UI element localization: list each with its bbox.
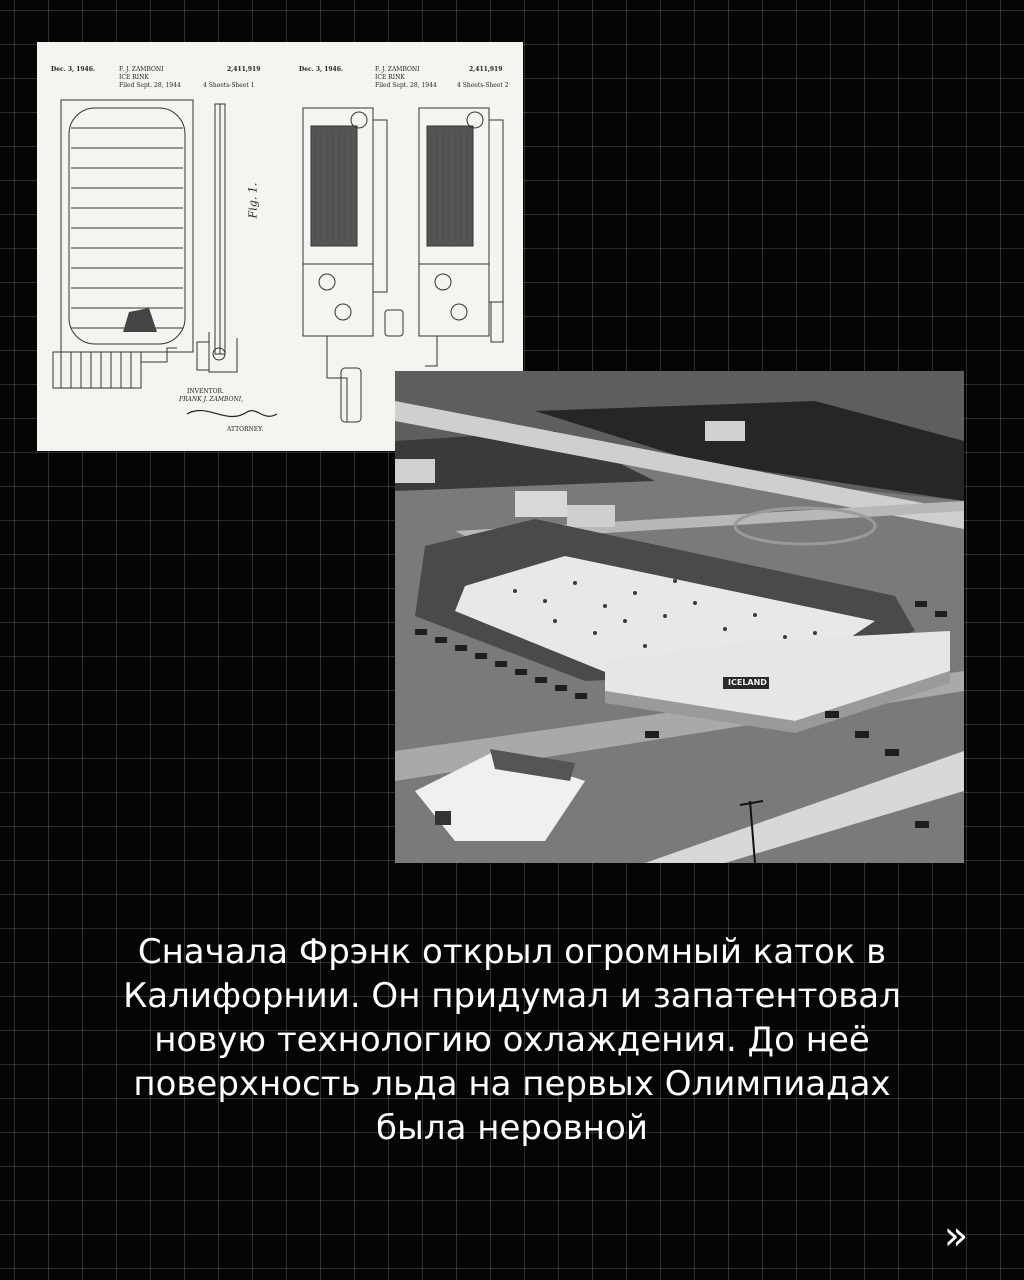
patent-fig-label: Fig. 1. [246, 182, 260, 219]
caption-line-1: Сначала Фрэнк открыл огромный каток в [137, 932, 887, 972]
double-chevron-right-icon[interactable]: » [943, 1213, 969, 1259]
patent-inventor-1: F. J. ZAMBONI [119, 66, 164, 73]
patent-inventor-label: INVENTOR. [187, 388, 224, 395]
patent-number-1: 2,411,919 [227, 66, 261, 73]
caption-line-2: Калифорнии. Он придумал и запатентовал [123, 976, 901, 1016]
caption-line-5: была неровной [376, 1108, 648, 1148]
patent-number-2: 2,411,919 [469, 66, 503, 73]
caption-line-3: новую технологию охлаждения. До неё [154, 1020, 870, 1060]
patent-date-1: Dec. 3, 1946. [51, 66, 95, 73]
patent-sheets-2: 4 Sheets-Sheet 2 [457, 82, 509, 89]
patent-inventor-name: FRANK J. ZAMBONI, [179, 396, 244, 403]
patent-date-2: Dec. 3, 1946. [299, 66, 343, 73]
caption [40, 930, 984, 1150]
aerial-photo-art [395, 371, 964, 863]
patent-subject-1: ICE RINK [119, 74, 149, 81]
patent-sheets-1: 4 Sheets-Sheet 1 [203, 82, 255, 89]
patent-attorney-label: ATTORNEY. [227, 426, 264, 433]
aerial-rink-photo [395, 371, 964, 863]
caption-line-4: поверхность льда на первых Олимпиадах [133, 1064, 891, 1104]
patent-inventor-2: F. J. ZAMBONI [375, 66, 420, 73]
iceland-sign: ICELAND [728, 678, 767, 687]
patent-filed-2: Filed Sept. 28, 1944 [375, 82, 437, 89]
patent-filed-1: Filed Sept. 28, 1944 [119, 82, 181, 89]
patent-subject-2: ICE RINK [375, 74, 405, 81]
